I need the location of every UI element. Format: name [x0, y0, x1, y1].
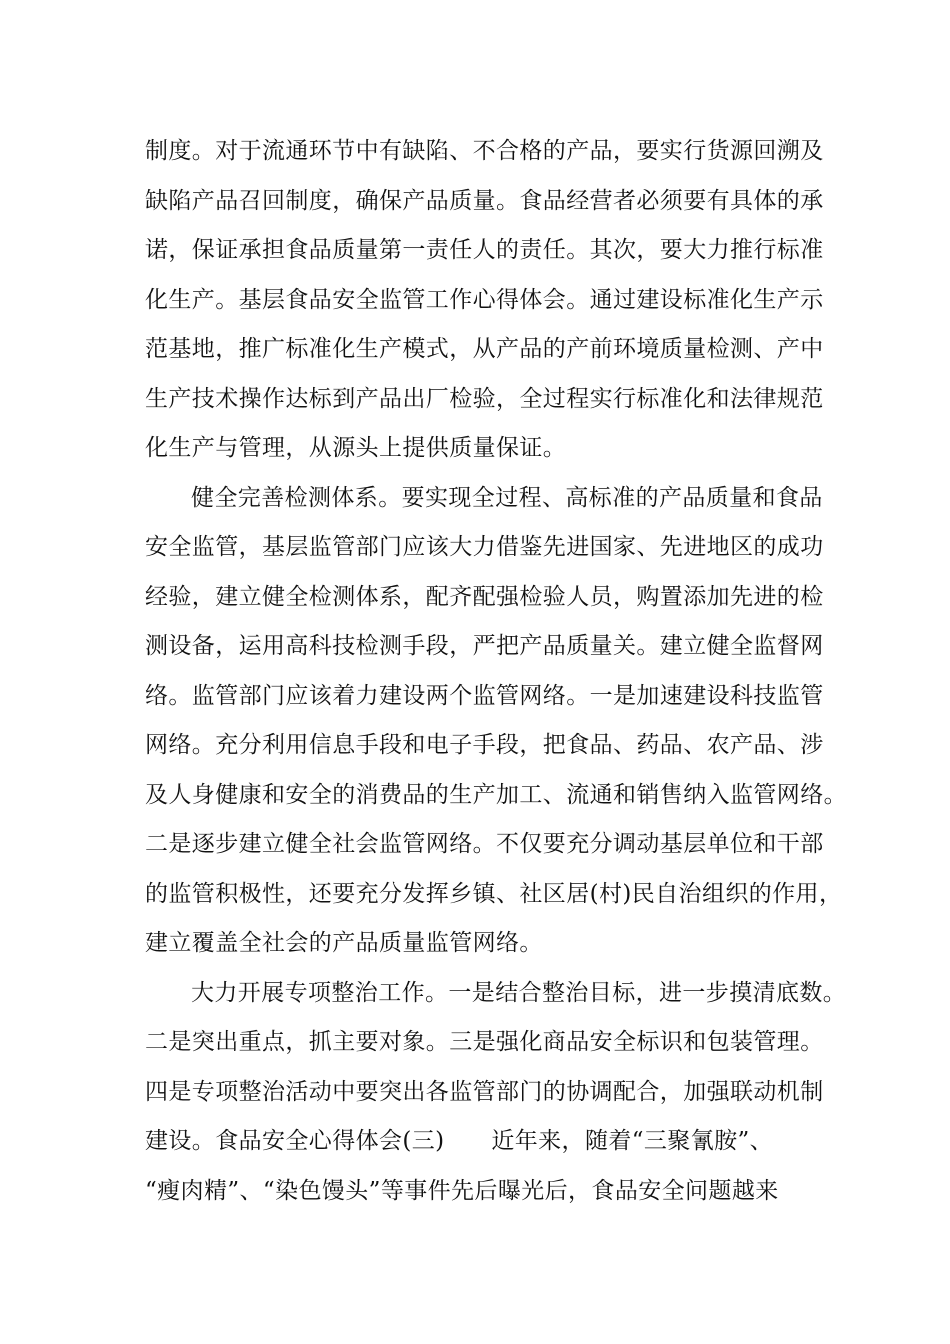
paragraph-1-line-6: 生产技术操作达标到产品出厂检验，全过程实行标准化和法律规范: [145, 385, 824, 412]
paragraph-1-line-4: 化生产。基层食品安全监管工作心得体会。通过建设标准化生产示: [145, 286, 824, 313]
paragraph-3-line-3: 四是专项整治活动中要突出各监管部门的协调配合，加强联动机制: [145, 1078, 824, 1105]
paragraph-3-line-1: 大力开展专项整治工作。一是结合整治目标，进一步摸清底数。: [191, 979, 847, 1006]
paragraph-2-line-1: 健全完善检测体系。要实现全过程、高标准的产品质量和食品: [191, 484, 823, 511]
paragraph-1-line-7: 化生产与管理，从源头上提供质量保证。: [145, 435, 567, 461]
paragraph-2-line-10: 建立覆盖全社会的产品质量监管网络。: [145, 930, 543, 956]
paragraph-3-line-5: “瘦肉精”、“染色馒头”等事件先后曝光后，食品安全问题越来: [145, 1177, 779, 1204]
paragraph-2-line-5: 络。监管部门应该着力建设两个监管网络。一是加速建设科技监管: [145, 682, 824, 709]
paragraph-1-line-1: 制度。对于流通环节中有缺陷、不合格的产品，要实行货源回溯及: [145, 138, 824, 164]
paragraph-1-line-2: 缺陷产品召回制度，确保产品质量。食品经营者必须要有具体的承: [145, 187, 824, 214]
document-body: [145, 127, 847, 1216]
paragraph-2-line-3: 经验，建立健全检测体系，配齐配强检验人员，购置添加先进的检: [145, 583, 824, 610]
paragraph-2-line-6: 网络。充分利用信息手段和电子手段，把食品、药品、农产品、涉: [145, 732, 824, 758]
paragraph-3-line-2: 二是突出重点，抓主要对象。三是强化商品安全标识和包装管理。: [145, 1029, 824, 1055]
paragraph-2-line-2: 安全监管，基层监管部门应该大力借鉴先进国家、先进地区的成功: [145, 534, 824, 560]
paragraph-2-line-9: 的监管积极性，还要充分发挥乡镇、社区居(村)民自治组织的作用，: [145, 880, 843, 907]
paragraph-2-line-7: 及人身健康和安全的消费品的生产加工、流通和销售纳入监管网络。: [145, 781, 847, 808]
paragraph-1-line-5: 范基地，推广标准化生产模式，从产品的产前环境质量检测、产中: [145, 336, 824, 362]
paragraph-2-line-8: 二是逐步建立健全社会监管网络。不仅要充分调动基层单位和干部: [145, 831, 824, 857]
paragraph-1-line-3: 诺，保证承担食品质量第一责任人的责任。其次，要大力推行标准: [145, 237, 824, 263]
paragraph-2-line-4: 测设备，运用高科技检测手段，严把产品质量关。建立健全监督网: [145, 633, 824, 659]
paragraph-3-line-4: 建设。食品安全心得体会(三) 近年来，随着“三聚氰胺”、: [145, 1128, 774, 1154]
